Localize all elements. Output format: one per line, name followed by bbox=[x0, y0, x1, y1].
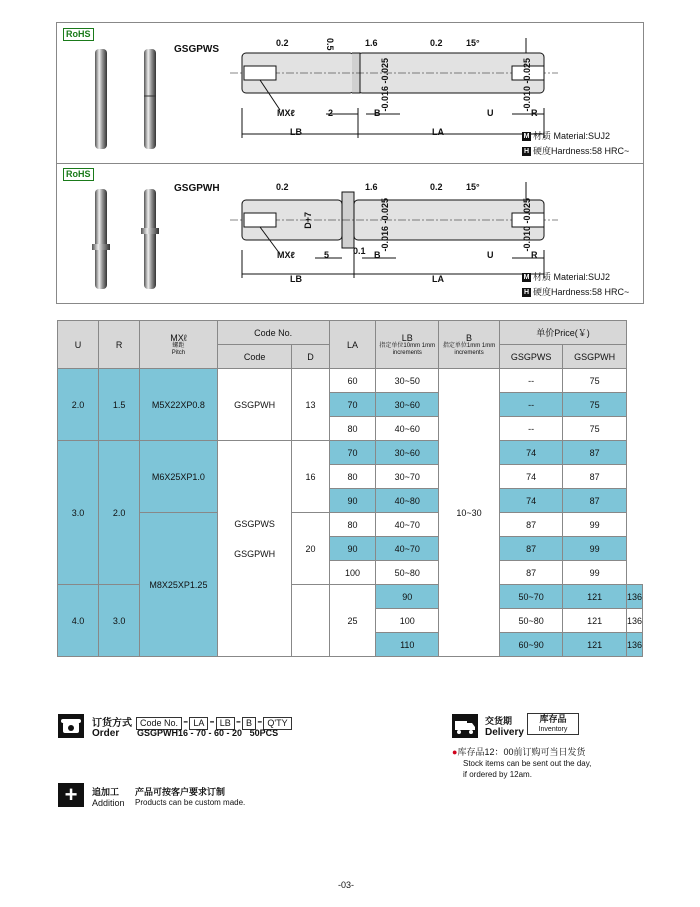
cell-price-gsgpws: 121 bbox=[563, 609, 627, 633]
cell-price-gsgpwh: 136 bbox=[626, 633, 642, 657]
col-header-code-no: Code No. bbox=[217, 321, 329, 345]
cell-code: GSGPWH bbox=[217, 369, 292, 441]
delivery-note-en-2: if ordered by 12am. bbox=[463, 770, 532, 779]
addition-label-en: Addition bbox=[92, 798, 125, 808]
material-info: M 材质 Material:SUJ2 bbox=[523, 131, 611, 141]
cell-r: 1.5 bbox=[99, 369, 140, 441]
col-header-r: R bbox=[99, 321, 140, 369]
cell-lb: 50~80 bbox=[499, 609, 562, 633]
dim-surface-2: 1.6 bbox=[365, 182, 378, 192]
cell-lb: 60~90 bbox=[499, 633, 562, 657]
cell-price-gsgpws: 74 bbox=[499, 489, 562, 513]
cell-code: GSGPWS GSGPWH bbox=[217, 441, 292, 657]
cell-lb: 50~80 bbox=[376, 561, 439, 585]
dim-u: U bbox=[487, 108, 494, 118]
cell-price-gsgpws: 87 bbox=[499, 537, 562, 561]
cell-price-gsgpwh: 87 bbox=[563, 465, 627, 489]
dim-chamfer: 0.5 bbox=[325, 38, 335, 51]
product-photo-gsgpws bbox=[90, 44, 170, 154]
order-field: Code No. bbox=[136, 717, 182, 730]
cell-r: 2.0 bbox=[99, 441, 140, 585]
cell-b: 10~30 bbox=[439, 369, 500, 657]
dim-thread: MXℓ bbox=[277, 250, 295, 260]
cell-price-gsgpws: -- bbox=[499, 417, 562, 441]
stock-badge: 库存品 Inventory bbox=[527, 713, 579, 735]
cell-price-gsgpwh: 87 bbox=[563, 441, 627, 465]
cell-price-gsgpwh: 99 bbox=[563, 513, 627, 537]
cell-price-gsgpws: 121 bbox=[563, 633, 627, 657]
cell-price-gsgpws: 87 bbox=[499, 513, 562, 537]
material-info: M 材质 Material:SUJ2 bbox=[523, 272, 611, 282]
dim-surface-1: 0.2 bbox=[276, 182, 289, 192]
spec-table-body bbox=[58, 369, 643, 657]
cell-price-gsgpwh: 136 bbox=[626, 609, 642, 633]
spec-table bbox=[57, 320, 643, 657]
cell-d: 20 bbox=[292, 513, 329, 585]
cell-d: 25 bbox=[329, 585, 376, 657]
col-header-price: 单价Price(￥) bbox=[499, 321, 626, 345]
col-header-gsgpwh: GSGPWH bbox=[563, 345, 627, 369]
rohs-badge: RoHS bbox=[63, 168, 94, 181]
order-field: Q'TY bbox=[263, 717, 291, 730]
col-header-la: LA bbox=[329, 321, 376, 369]
cell-u: 2.0 bbox=[58, 369, 99, 441]
cell-price-gsgpws: -- bbox=[499, 369, 562, 393]
cell-mx: M6X25XP1.0 bbox=[140, 441, 218, 513]
cell-lb: 30~70 bbox=[376, 465, 439, 489]
variant-code-title: GSGPWS bbox=[174, 44, 220, 55]
cell-lb: 30~60 bbox=[376, 441, 439, 465]
cell-u: 3.0 bbox=[58, 441, 99, 585]
variant-code-title: GSGPWH bbox=[174, 183, 220, 194]
order-format: Code No. - LA - LB - B - Q'TY bbox=[135, 713, 293, 731]
dim-angle: 15° bbox=[466, 182, 480, 192]
order-field: LB bbox=[216, 717, 235, 730]
cell-r: 3.0 bbox=[99, 585, 140, 657]
cell-lb: 40~60 bbox=[376, 417, 439, 441]
cell-lb: 40~80 bbox=[376, 489, 439, 513]
dim-five: 5 bbox=[324, 250, 330, 260]
cell-la: 90 bbox=[376, 585, 439, 609]
col-header-code: Code bbox=[217, 345, 292, 369]
cell-code bbox=[292, 585, 329, 657]
delivery-note-cn: ●库存品12：00前订购可当日发货 bbox=[452, 747, 586, 757]
delivery-note-en-1: Stock items can be sent out the day, bbox=[463, 759, 592, 768]
cell-la: 110 bbox=[376, 633, 439, 657]
material-icon: M bbox=[523, 133, 530, 141]
dim-la: LA bbox=[432, 274, 444, 284]
drawing-divider bbox=[56, 163, 643, 164]
col-header-gsgpws: GSGPWS bbox=[499, 345, 562, 369]
cell-price-gsgpws: 74 bbox=[499, 465, 562, 489]
cell-la: 70 bbox=[329, 393, 376, 417]
dim-diameter-main: -0.016 -0.025 bbox=[380, 198, 390, 252]
cell-lb: 40~70 bbox=[376, 513, 439, 537]
order-field: LA bbox=[189, 717, 208, 730]
delivery-label-en: Delivery bbox=[485, 727, 524, 738]
dim-diameter-main: -0.016 -0.025 bbox=[380, 58, 390, 112]
order-field: B bbox=[242, 717, 256, 730]
dim-lb: LB bbox=[290, 127, 302, 137]
hardness-icon: H bbox=[523, 289, 530, 297]
dim-lb: LB bbox=[290, 274, 302, 284]
dim-la: LA bbox=[432, 127, 444, 137]
rohs-badge: RoHS bbox=[63, 28, 94, 41]
cell-price-gsgpwh: 99 bbox=[563, 561, 627, 585]
dim-r: R bbox=[531, 250, 538, 260]
cell-price-gsgpwh: 87 bbox=[563, 489, 627, 513]
dim-diameter-end: -0.010 -0.025 bbox=[522, 198, 532, 252]
order-label-en: Order bbox=[92, 728, 120, 739]
dim-r: R bbox=[531, 108, 538, 118]
phone-icon bbox=[58, 714, 84, 738]
hardness-icon: H bbox=[523, 148, 530, 156]
cell-u: 4.0 bbox=[58, 585, 99, 657]
cell-la: 90 bbox=[329, 489, 376, 513]
dim-thread: MXℓ bbox=[277, 108, 295, 118]
cell-lb: 40~70 bbox=[376, 537, 439, 561]
cell-la: 80 bbox=[329, 513, 376, 537]
addition-label-cn: 追加工 bbox=[92, 787, 120, 797]
product-photo-gsgpwh bbox=[90, 184, 170, 294]
hardness-info: H 硬度Hardness:58 HRC~ bbox=[523, 146, 630, 156]
cell-la: 90 bbox=[329, 537, 376, 561]
dim-surface-3: 0.2 bbox=[430, 38, 443, 48]
truck-icon bbox=[452, 714, 478, 738]
col-header-u: U bbox=[58, 321, 99, 369]
cell-mx: M5X22XP0.8 bbox=[140, 369, 218, 441]
table-row bbox=[58, 369, 643, 393]
dim-two: 2 bbox=[328, 108, 334, 118]
cell-price-gsgpwh: 136 bbox=[626, 585, 642, 609]
table-row bbox=[58, 513, 643, 537]
cell-lb: 30~50 bbox=[376, 369, 439, 393]
cell-price-gsgpws: 121 bbox=[563, 585, 627, 609]
addition-text-en: Products can be custom made. bbox=[135, 798, 246, 807]
dim-angle: 15° bbox=[466, 38, 480, 48]
cell-la: 70 bbox=[329, 441, 376, 465]
dim-surface-1: 0.2 bbox=[276, 38, 289, 48]
col-header-lb: LB 指定单位10mm 1mm increments bbox=[376, 321, 439, 369]
cell-price-gsgpws: 87 bbox=[499, 561, 562, 585]
dim-surface-3: 0.2 bbox=[430, 182, 443, 192]
material-icon: M bbox=[523, 274, 530, 282]
dim-u: U bbox=[487, 250, 494, 260]
cell-d: 16 bbox=[292, 441, 329, 513]
dim-b: B bbox=[374, 250, 381, 260]
cell-la: 60 bbox=[329, 369, 376, 393]
cell-price-gsgpwh: 75 bbox=[563, 369, 627, 393]
page-number: -03- bbox=[338, 880, 355, 890]
hardness-info: H 硬度Hardness:58 HRC~ bbox=[523, 287, 630, 297]
dim-surface-2: 1.6 bbox=[365, 38, 378, 48]
cell-la: 100 bbox=[329, 561, 376, 585]
cell-lb: 30~60 bbox=[376, 393, 439, 417]
table-row bbox=[58, 441, 643, 465]
order-label-cn: 订货方式 bbox=[92, 718, 132, 729]
col-header-b: B 指定单位1mm 1mm increments bbox=[439, 321, 500, 369]
dim-diameter-end: -0.010 -0.025 bbox=[522, 58, 532, 112]
cell-mx: M8X25XP1.25 bbox=[140, 513, 218, 657]
cell-price-gsgpws: -- bbox=[499, 393, 562, 417]
cell-la: 100 bbox=[376, 609, 439, 633]
plus-icon: + bbox=[58, 783, 84, 807]
cell-la: 80 bbox=[329, 465, 376, 489]
dim-b: B bbox=[374, 108, 381, 118]
cell-price-gsgpwh: 75 bbox=[563, 393, 627, 417]
dim-gap: 0.1 bbox=[353, 246, 366, 256]
delivery-label-cn: 交货期 bbox=[485, 716, 513, 726]
cell-price-gsgpwh: 99 bbox=[563, 537, 627, 561]
col-header-d: D bbox=[292, 345, 329, 369]
dim-collar: D+7 bbox=[303, 212, 313, 229]
cell-la: 80 bbox=[329, 417, 376, 441]
cell-price-gsgpws: 74 bbox=[499, 441, 562, 465]
cell-price-gsgpwh: 75 bbox=[563, 417, 627, 441]
order-example: GSGPWH16 - 70 - 60 - 20 50PCS bbox=[137, 728, 279, 738]
alert-icon: ● bbox=[452, 747, 458, 757]
cell-d: 13 bbox=[292, 369, 329, 441]
col-header-mx: MXℓ 螺距 Pitch bbox=[140, 321, 218, 369]
addition-text-cn: 产品可按客户要求订制 bbox=[135, 787, 226, 797]
cell-lb: 50~70 bbox=[499, 585, 562, 609]
